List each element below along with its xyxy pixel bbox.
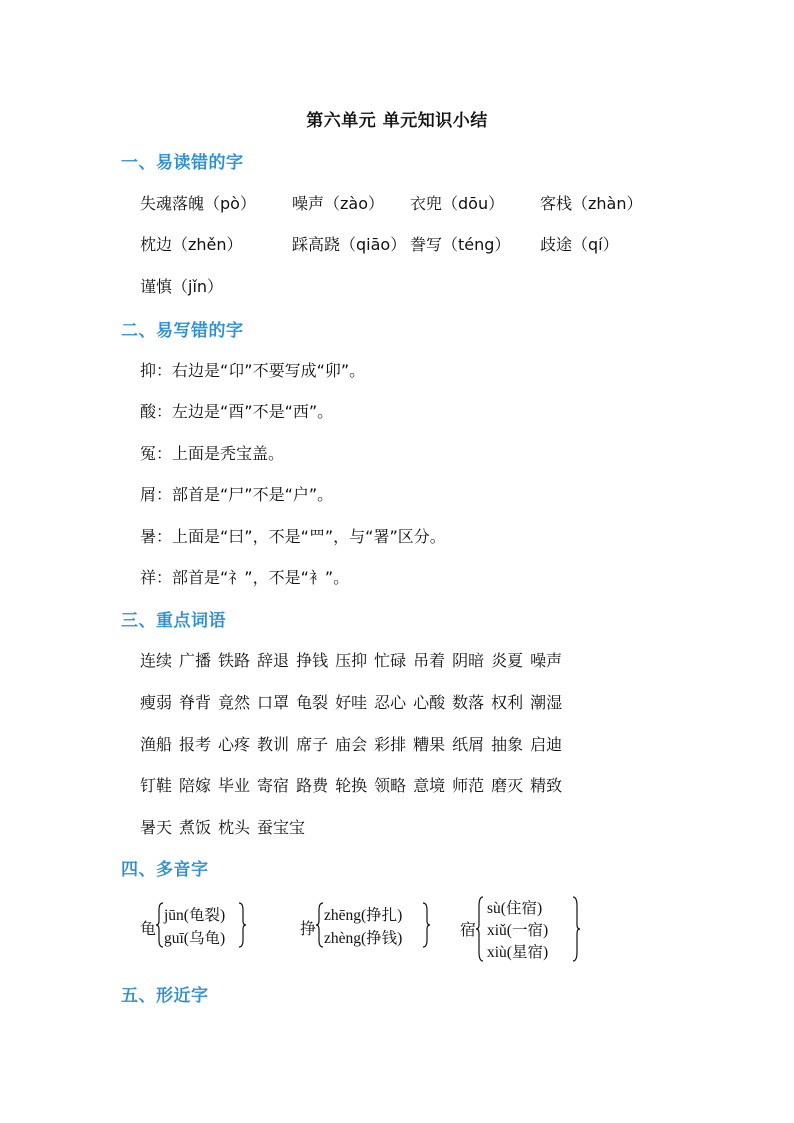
vocab-word: 煮饭: [179, 818, 212, 837]
right-brace-icon: [572, 896, 580, 962]
polyphone-group-zheng: [300, 900, 440, 950]
section-heading-5: 五、形近字: [121, 986, 209, 1006]
right-brace-icon: [238, 902, 246, 948]
polyphone-char: 宿: [460, 920, 477, 939]
section-heading-1: 一、易读错的字: [121, 153, 244, 173]
writing-note: 暑：上面是“曰”，不是“罒”，与“署”区分。: [140, 527, 446, 546]
vocab-word: 精致: [530, 776, 563, 795]
vocab-word: 枕头: [218, 818, 251, 837]
section-heading-4: 四、多音字: [121, 860, 209, 880]
vocab-word: 心酸: [413, 693, 446, 712]
polyphone-option: zhèng(挣钱): [324, 930, 403, 947]
pinyin-item: 谨慎（jǐn）: [140, 277, 224, 296]
vocab-word: 磨灭: [491, 776, 524, 795]
vocab-row: [140, 690, 569, 713]
pinyin-item: 歧途（qí）: [540, 235, 619, 254]
vocab-word: 彩排: [374, 735, 407, 754]
vocab-word: 纸屑: [452, 735, 485, 754]
pinyin-item: 失魂落魄（pò）: [140, 194, 256, 213]
vocab-word: 脊背: [179, 693, 212, 712]
vocab-word: 瘦弱: [140, 693, 173, 712]
vocab-word: 挣钱: [296, 651, 329, 670]
polyphone-char: 龟: [140, 919, 157, 938]
vocab-word: 路费: [296, 776, 329, 795]
vocab-word: 辞退: [257, 651, 290, 670]
right-brace-icon: [422, 902, 430, 948]
page-title: 第六单元 单元知识小结: [306, 111, 488, 131]
polyphone-option: guī(乌龟): [164, 930, 226, 947]
polyphone-option: xiǔ(一宿): [487, 922, 549, 939]
vocab-word: 竟然: [218, 693, 251, 712]
vocab-word: 压抑: [335, 651, 368, 670]
vocab-word: 意境: [413, 776, 446, 795]
left-brace-icon: [476, 896, 484, 962]
writing-note: 酸：左边是“酉”不是“西”。: [140, 402, 334, 421]
polyphone-option: sù(住宿): [487, 900, 543, 917]
writing-note: 屑：部首是“尸”不是“户”。: [140, 485, 334, 504]
vocab-row: [140, 648, 569, 671]
vocab-word: 连续: [140, 651, 173, 670]
vocab-word: 噪声: [530, 651, 563, 670]
polyphone-group-gui: [140, 900, 260, 950]
pinyin-item: 噪声（zào）: [292, 194, 384, 213]
vocab-word: 糟果: [413, 735, 446, 754]
vocab-word: 席子: [296, 735, 329, 754]
vocab-row: [140, 773, 569, 796]
vocab-row: [140, 815, 312, 838]
vocab-word: 潮湿: [530, 693, 563, 712]
vocab-word: 好哇: [335, 693, 368, 712]
pinyin-item: 衣兜（dōu）: [410, 194, 505, 213]
vocab-word: 数落: [452, 693, 485, 712]
section-heading-2: 二、易写错的字: [121, 321, 244, 341]
vocab-word: 炎夏: [491, 651, 524, 670]
vocab-word: 忙碌: [374, 651, 407, 670]
polyphone-option: xiù(星宿): [487, 944, 549, 961]
vocab-row: [140, 732, 569, 755]
vocab-word: 庙会: [335, 735, 368, 754]
vocab-word: 报考: [179, 735, 212, 754]
vocab-word: 铁路: [218, 651, 251, 670]
pinyin-item: 客栈（zhàn）: [540, 194, 643, 213]
writing-note: 祥：部首是“礻”，不是“衤”。: [140, 568, 350, 587]
vocab-word: 蚕宝宝: [257, 818, 306, 837]
vocab-word: 口罩: [257, 693, 290, 712]
polyphone-char: 挣: [300, 919, 317, 938]
polyphone-option: jūn(龟裂): [164, 907, 226, 924]
vocab-word: 启迪: [530, 735, 563, 754]
pinyin-item: 誊写（téng）: [410, 235, 511, 254]
vocab-word: 毕业: [218, 776, 251, 795]
writing-note: 冤：上面是秃宝盖。: [140, 444, 285, 463]
vocab-word: 教训: [257, 735, 290, 754]
pinyin-item: 踩高跷（qiāo）: [292, 235, 407, 254]
vocab-word: 领略: [374, 776, 407, 795]
polyphone-option: zhēng(挣扎): [324, 907, 403, 924]
left-brace-icon: [316, 902, 324, 948]
section-heading-3: 三、重点词语: [121, 611, 226, 631]
left-brace-icon: [156, 902, 164, 948]
vocab-word: 师范: [452, 776, 485, 795]
polyphone-group-su: [460, 893, 590, 965]
vocab-word: 渔船: [140, 735, 173, 754]
vocab-word: 抽象: [491, 735, 524, 754]
vocab-word: 权利: [491, 693, 524, 712]
writing-note: 抑：右边是“卬”不要写成“卯”。: [140, 361, 366, 380]
vocab-word: 忍心: [374, 693, 407, 712]
vocab-word: 暑天: [140, 818, 173, 837]
pinyin-item: 枕边（zhěn）: [140, 235, 243, 254]
vocab-word: 寄宿: [257, 776, 290, 795]
vocab-word: 钉鞋: [140, 776, 173, 795]
vocab-word: 吊着: [413, 651, 446, 670]
vocab-word: 龟裂: [296, 693, 329, 712]
vocab-word: 心疼: [218, 735, 251, 754]
vocab-word: 广播: [179, 651, 212, 670]
vocab-word: 轮换: [335, 776, 368, 795]
vocab-word: 阴暗: [452, 651, 485, 670]
vocab-word: 陪嫁: [179, 776, 212, 795]
